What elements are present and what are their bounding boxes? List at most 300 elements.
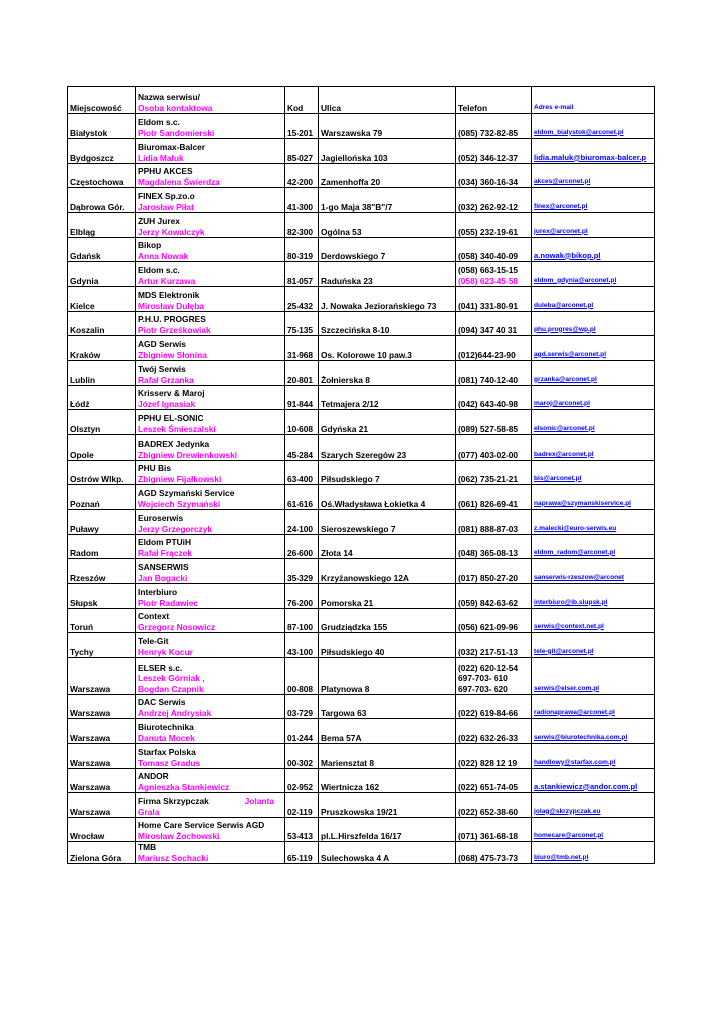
phone-cell bbox=[456, 435, 532, 461]
table-row bbox=[68, 818, 655, 842]
phone-cell bbox=[456, 238, 532, 262]
street-cell: Oś.Władysława Łokietka 4 bbox=[319, 485, 456, 510]
phone-number: (068) 475-73-73 bbox=[458, 852, 519, 863]
email-link[interactable]: a.nowak@bikop.pl bbox=[532, 238, 655, 262]
phone-number: (032) 217-51-13 bbox=[458, 646, 519, 657]
phone-cell bbox=[456, 164, 532, 188]
phone-cell bbox=[456, 262, 532, 287]
table-row bbox=[68, 633, 655, 658]
header-street: Ulica bbox=[319, 87, 456, 114]
contact-person: Mirosław Dulęba bbox=[138, 300, 205, 311]
table-row bbox=[68, 510, 655, 535]
phone-number: (058) 663-15-15 bbox=[458, 265, 519, 276]
street-cell: Pomorska 21 bbox=[319, 584, 456, 609]
postal-code-cell: 85-027 bbox=[285, 139, 319, 164]
street-cell: Bema 57A bbox=[319, 719, 456, 744]
company-name: AGD Serwis bbox=[138, 339, 186, 350]
table-row bbox=[68, 658, 655, 695]
street-cell: Sulechowska 4 A bbox=[319, 842, 456, 864]
phone-number: (022) 632-26-33 bbox=[458, 732, 519, 743]
postal-code-cell: 63-400 bbox=[285, 461, 319, 485]
phone-number: (058) 340-40-09 bbox=[458, 250, 519, 261]
street-cell: Ogólna 53 bbox=[319, 213, 456, 238]
city-cell: Białystok bbox=[68, 114, 136, 139]
company-name: Starfax Polska bbox=[138, 747, 196, 758]
service-name-cell bbox=[136, 695, 285, 719]
street-cell: Os. Kolorowe 10 paw.3 bbox=[319, 336, 456, 361]
contact-person: Danuta Mocek bbox=[138, 732, 195, 743]
postal-code-cell: 00-808 bbox=[285, 658, 319, 695]
city-cell: Olsztyn bbox=[68, 410, 136, 435]
table-row bbox=[68, 336, 655, 361]
city-cell: Gdańsk bbox=[68, 238, 136, 262]
city-cell: Ostrów Wlkp. bbox=[68, 461, 136, 485]
table-row bbox=[68, 164, 655, 188]
phone-cell bbox=[456, 609, 532, 633]
phone-number: (022) 651-74-05 bbox=[458, 781, 519, 792]
service-name-cell bbox=[136, 410, 285, 435]
table-row bbox=[68, 461, 655, 485]
service-name-cell bbox=[136, 510, 285, 535]
postal-code-cell: 87-100 bbox=[285, 609, 319, 633]
contact-person: Zbigniew Drewienkowski bbox=[138, 449, 238, 460]
postal-code-cell: 10-608 bbox=[285, 410, 319, 435]
city-cell: Toruń bbox=[68, 609, 136, 633]
contact-person: Rafał Frączek bbox=[138, 547, 192, 558]
postal-code-cell: 02-119 bbox=[285, 793, 319, 818]
contact-person: Henryk Kocur bbox=[138, 646, 193, 657]
email-link[interactable]: agd.serwis@arconet.pl bbox=[532, 336, 655, 361]
email-link[interactable]: eldom_radom@arconet.pl bbox=[532, 535, 655, 559]
header-code: Kod bbox=[285, 87, 319, 114]
table-row bbox=[68, 188, 655, 213]
street-cell: Zamenhoffa 20 bbox=[319, 164, 456, 188]
table-row bbox=[68, 485, 655, 510]
postal-code-cell: 35-329 bbox=[285, 559, 319, 584]
postal-code-cell: 24-100 bbox=[285, 510, 319, 535]
phone-cell bbox=[456, 361, 532, 386]
city-cell: Poznań bbox=[68, 485, 136, 510]
phone-number: (041) 331-80-91 bbox=[458, 300, 519, 311]
phone-number: (017) 850-27-20 bbox=[458, 572, 519, 583]
header-city: Miejscowość bbox=[68, 87, 136, 114]
table-row bbox=[68, 435, 655, 461]
table-row bbox=[68, 769, 655, 793]
street-cell: Wiertnicza 162 bbox=[319, 769, 456, 793]
email-link[interactable]: finex@arconet.pl bbox=[532, 188, 655, 213]
header-phone: Telefon bbox=[456, 87, 532, 114]
company-name: Eldom PTUiH bbox=[138, 537, 192, 548]
phone-cell bbox=[456, 769, 532, 793]
street-cell: J. Nowaka Jeziorańskiego 73 bbox=[319, 287, 456, 312]
table-row bbox=[68, 535, 655, 559]
phone-number: (022) 620-12-54 bbox=[458, 662, 519, 673]
service-name-cell bbox=[136, 633, 285, 658]
header-name bbox=[136, 87, 285, 114]
service-name-cell bbox=[136, 559, 285, 584]
contact-person: Piotr Radawiec bbox=[138, 597, 199, 608]
company-name: FINEX Sp.zo.o bbox=[138, 191, 195, 202]
postal-code-cell: 31-968 bbox=[285, 336, 319, 361]
phone-number: (012)644-23-90 bbox=[458, 349, 516, 360]
postal-code-cell: 26-600 bbox=[285, 535, 319, 559]
service-name-cell bbox=[136, 188, 285, 213]
phone-number: (034) 360-16-34 bbox=[458, 176, 519, 187]
contact-person: Agnieszka Stankiewicz bbox=[138, 781, 230, 792]
email-link[interactable]: a.stankiewicz@andor.com.pl bbox=[532, 769, 655, 793]
contact-person: Mirosław Żochowski bbox=[138, 830, 220, 841]
service-name-cell bbox=[136, 114, 285, 139]
street-cell: Targowa 63 bbox=[319, 695, 456, 719]
header-email: Adres e-mail bbox=[532, 87, 655, 114]
postal-code-cell: 76-200 bbox=[285, 584, 319, 609]
phone-number: (089) 527-58-85 bbox=[458, 423, 519, 434]
phone-cell bbox=[456, 719, 532, 744]
postal-code-cell: 41-300 bbox=[285, 188, 319, 213]
city-cell: Warszawa bbox=[68, 719, 136, 744]
contact-person: Zbigniew Fijałkowski bbox=[138, 473, 222, 484]
service-name-cell bbox=[136, 312, 285, 336]
street-cell: Derdowskiego 7 bbox=[319, 238, 456, 262]
street-cell: Pruszkowska 19/21 bbox=[319, 793, 456, 818]
table-row bbox=[68, 386, 655, 410]
service-name-cell bbox=[136, 584, 285, 609]
city-cell: Częstochowa bbox=[68, 164, 136, 188]
city-cell: Łódź bbox=[68, 386, 136, 410]
company-name: Tele-Git bbox=[138, 636, 169, 647]
phone-cell bbox=[456, 633, 532, 658]
email-link[interactable]: serwis@biurotechnika.com.pl bbox=[532, 719, 655, 744]
street-cell: Grudziądzka 155 bbox=[319, 609, 456, 633]
phone-number: (055) 232-19-61 bbox=[458, 226, 519, 237]
service-table bbox=[67, 86, 655, 864]
contact-person: Jerzy Grzegorczyk bbox=[138, 523, 213, 534]
email-link[interactable]: jurex@arconet.pl bbox=[532, 213, 655, 238]
phone-cell bbox=[456, 287, 532, 312]
city-cell: Lublin bbox=[68, 361, 136, 386]
phone-number: (059) 842-63-62 bbox=[458, 597, 519, 608]
contact-person: Grala bbox=[138, 806, 160, 817]
contact-person: Andrzej Andrysiak bbox=[138, 707, 212, 718]
city-cell: Opole bbox=[68, 435, 136, 461]
phone-number: (081) 888-87-03 bbox=[458, 523, 519, 534]
phone-number: (081) 740-12-40 bbox=[458, 374, 519, 385]
email-link[interactable]: radionaprawa@arconet.pl bbox=[532, 695, 655, 719]
contact-person: Wojciech Szymański bbox=[138, 498, 221, 509]
postal-code-cell: 82-300 bbox=[285, 213, 319, 238]
phone-cell bbox=[456, 386, 532, 410]
city-cell: Słupsk bbox=[68, 584, 136, 609]
contact-person: Lidia Maluk bbox=[138, 152, 184, 163]
postal-code-cell: 80-319 bbox=[285, 238, 319, 262]
company-name: Krisserv & Maroj bbox=[138, 388, 205, 399]
email-link[interactable]: handlowy@starfax.com.pl bbox=[532, 744, 655, 769]
phone-cell bbox=[456, 213, 532, 238]
table-row bbox=[68, 213, 655, 238]
contact-person: Rafał Grzanka bbox=[138, 374, 194, 385]
table-row bbox=[68, 287, 655, 312]
company-name: BADREX Jedynka bbox=[138, 439, 210, 450]
city-cell: Warszawa bbox=[68, 744, 136, 769]
email-link[interactable]: sanserwis-rzeszow@arconet bbox=[532, 559, 655, 584]
service-name-cell bbox=[136, 769, 285, 793]
header-name-line2: Osoba kontaktowa bbox=[138, 102, 213, 113]
company-name: Interbiuro bbox=[138, 587, 178, 598]
contact-person: Józef Ignasiak bbox=[138, 398, 196, 409]
service-name-cell bbox=[136, 658, 285, 695]
company-name: ELSER s.c. bbox=[138, 662, 183, 673]
email-link[interactable]: phu.progres@wp.pl bbox=[532, 312, 655, 336]
company-name-text: Firma Skrzypczak bbox=[138, 796, 209, 807]
phone-cell bbox=[456, 336, 532, 361]
street-cell: Krzyżanowskiego 12A bbox=[319, 559, 456, 584]
postal-code-cell: 03-729 bbox=[285, 695, 319, 719]
contact-person: Zbigniew Słonina bbox=[138, 349, 207, 360]
street-cell: Szarych Szeregów 23 bbox=[319, 435, 456, 461]
email-link[interactable]: tele-git@arconet.pl bbox=[532, 633, 655, 658]
phone-cell bbox=[456, 139, 532, 164]
city-cell: Koszalin bbox=[68, 312, 136, 336]
service-name-cell bbox=[136, 213, 285, 238]
street-cell: Piłsudskiego 7 bbox=[319, 461, 456, 485]
table-row bbox=[68, 139, 655, 164]
postal-code-cell: 43-100 bbox=[285, 633, 319, 658]
table-row bbox=[68, 114, 655, 139]
service-name-cell bbox=[136, 262, 285, 287]
city-cell: Bydgoszcz bbox=[68, 139, 136, 164]
email-link[interactable]: naprawa@szymanskiservice.pl bbox=[532, 485, 655, 510]
postal-code-cell: 25-432 bbox=[285, 287, 319, 312]
table-row bbox=[68, 361, 655, 386]
company-name: Eldom s.c. bbox=[138, 265, 180, 276]
street-cell: Złota 14 bbox=[319, 535, 456, 559]
company-name: Bikop bbox=[138, 240, 162, 251]
contact-person: Magdalena Świerdza bbox=[138, 176, 220, 187]
postal-code-cell: 61-616 bbox=[285, 485, 319, 510]
city-cell: Dąbrowa Gór. bbox=[68, 188, 136, 213]
city-cell: Warszawa bbox=[68, 695, 136, 719]
city-cell: Radom bbox=[68, 535, 136, 559]
postal-code-cell: 75-135 bbox=[285, 312, 319, 336]
city-cell: Warszawa bbox=[68, 769, 136, 793]
phone-cell bbox=[456, 535, 532, 559]
table-row bbox=[68, 793, 655, 818]
service-name-cell bbox=[136, 719, 285, 744]
service-name-cell bbox=[136, 793, 285, 818]
email-link[interactable]: serwis@elser.com.pl bbox=[532, 658, 655, 695]
city-cell: Kraków bbox=[68, 336, 136, 361]
contact-person: Piotr Grześkowiak bbox=[138, 324, 211, 335]
city-cell: Zielona Góra bbox=[68, 842, 136, 864]
company-name: AGD Szymański Service bbox=[138, 488, 235, 499]
company-name: MDS Elektronik bbox=[138, 290, 200, 301]
phone-number: (071) 361-68-18 bbox=[458, 830, 519, 841]
postal-code-cell: 00-302 bbox=[285, 744, 319, 769]
postal-code-cell: 81-057 bbox=[285, 262, 319, 287]
email-link[interactable]: elsonic@arconet.pl bbox=[532, 410, 655, 435]
phone-number: (058) 623-45-58 bbox=[458, 275, 519, 286]
contact-person: Artur Kurzawa bbox=[138, 275, 196, 286]
table-row bbox=[68, 842, 655, 864]
city-cell: Kielce bbox=[68, 287, 136, 312]
service-name-cell bbox=[136, 238, 285, 262]
city-cell: Puławy bbox=[68, 510, 136, 535]
table-row bbox=[68, 262, 655, 287]
company-name: SANSERWIS bbox=[138, 562, 189, 573]
service-name-cell bbox=[136, 535, 285, 559]
email-link[interactable]: maroj@arconet.pl bbox=[532, 386, 655, 410]
contact-person: Anna Nowak bbox=[138, 250, 189, 261]
phone-number: (022) 619-84-66 bbox=[458, 707, 519, 718]
table-row bbox=[68, 312, 655, 336]
company-name: PHU Bis bbox=[138, 463, 172, 474]
company-name: Context bbox=[138, 611, 170, 622]
contact-person: Mariusz Sochacki bbox=[138, 852, 209, 863]
contact-person: Grzegorz Nosowicz bbox=[138, 621, 216, 632]
phone-number: (048) 365-08-13 bbox=[458, 547, 519, 558]
phone-number: (062) 735-21-21 bbox=[458, 473, 519, 484]
table-row bbox=[68, 559, 655, 584]
company-name: Eldom s.c. bbox=[138, 117, 180, 128]
street-cell: Jagiellońska 103 bbox=[319, 139, 456, 164]
header-name-line1: Nazwa serwisu/ bbox=[138, 92, 200, 103]
service-name-cell bbox=[136, 435, 285, 461]
phone-cell bbox=[456, 312, 532, 336]
street-cell: 1-go Maja 38"B"/7 bbox=[319, 188, 456, 213]
service-name-cell bbox=[136, 139, 285, 164]
street-cell: Piłsudskiego 40 bbox=[319, 633, 456, 658]
email-link[interactable]: eldom_gdynia@arconet.pl bbox=[532, 262, 655, 287]
phone-cell bbox=[456, 461, 532, 485]
email-link[interactable]: serwis@context.net.pl bbox=[532, 609, 655, 633]
phone-number: (042) 643-40-98 bbox=[458, 398, 519, 409]
table-row bbox=[68, 410, 655, 435]
table-row bbox=[68, 744, 655, 769]
postal-code-cell: 65-119 bbox=[285, 842, 319, 864]
email-link[interactable]: biuro@tmb.net.pl bbox=[532, 842, 655, 864]
email-link[interactable]: eldom_bialystok@arconet.pl bbox=[532, 114, 655, 139]
phone-cell bbox=[456, 410, 532, 435]
street-cell: pl.L.Hirszfelda 16/17 bbox=[319, 818, 456, 842]
service-name-cell bbox=[136, 744, 285, 769]
contact-person: Jan Bogacki bbox=[138, 572, 188, 583]
contact-person: Leszek Górniak , bbox=[138, 673, 205, 684]
service-name-cell bbox=[136, 287, 285, 312]
phone-cell bbox=[456, 818, 532, 842]
postal-code-cell: 02-952 bbox=[285, 769, 319, 793]
contact-person: Bogdan Czapnik bbox=[138, 683, 204, 694]
phone-number: (052) 346-12-37 bbox=[458, 152, 519, 163]
service-name-cell bbox=[136, 842, 285, 864]
table-row bbox=[68, 238, 655, 262]
city-cell: Tychy bbox=[68, 633, 136, 658]
phone-number: (022) 652-38-60 bbox=[458, 806, 519, 817]
email-link[interactable]: interbiuro@ib.slupsk.pl bbox=[532, 584, 655, 609]
phone-cell bbox=[456, 114, 532, 139]
street-cell: Warszawska 79 bbox=[319, 114, 456, 139]
service-name-cell bbox=[136, 361, 285, 386]
company-name: PPHU AKCES bbox=[138, 166, 193, 177]
contact-person: Jarosław Piłat bbox=[138, 201, 194, 212]
company-name: DAC Serwis bbox=[138, 697, 186, 708]
postal-code-cell: 91-844 bbox=[285, 386, 319, 410]
city-cell: Gdynia bbox=[68, 262, 136, 287]
city-cell: Wrocław bbox=[68, 818, 136, 842]
phone-cell bbox=[456, 485, 532, 510]
service-name-cell bbox=[136, 485, 285, 510]
company-name: ZUH Jurex bbox=[138, 216, 180, 227]
company-name: Biuromax-Balcer bbox=[138, 142, 206, 153]
street-cell: Gdyńska 21 bbox=[319, 410, 456, 435]
company-name: ANDOR bbox=[138, 771, 169, 782]
phone-cell bbox=[456, 695, 532, 719]
service-name-cell bbox=[136, 164, 285, 188]
city-cell: Warszawa bbox=[68, 793, 136, 818]
service-name-cell bbox=[136, 461, 285, 485]
email-link[interactable]: badrex@arconet.pl bbox=[532, 435, 655, 461]
postal-code-cell: 01-244 bbox=[285, 719, 319, 744]
email-link[interactable]: jolag@skrzypczak.eu bbox=[532, 793, 655, 818]
table-body bbox=[68, 114, 655, 864]
contact-person: Piotr Sandomierski bbox=[138, 127, 215, 138]
street-cell: Żołnierska 8 bbox=[319, 361, 456, 386]
street-cell: Mariensztat 8 bbox=[319, 744, 456, 769]
service-name-cell bbox=[136, 609, 285, 633]
service-name-cell bbox=[136, 336, 285, 361]
company-name bbox=[138, 796, 282, 806]
company-name: Twój Serwis bbox=[138, 364, 186, 375]
email-link[interactable]: duleba@arconet.pl bbox=[532, 287, 655, 312]
table-row bbox=[68, 584, 655, 609]
phone-cell bbox=[456, 793, 532, 818]
email-link[interactable]: homecare@arconet.pl bbox=[532, 818, 655, 842]
street-cell: Platynowa 8 bbox=[319, 658, 456, 695]
table-row bbox=[68, 695, 655, 719]
phone-cell bbox=[456, 744, 532, 769]
company-name: Euroserwis bbox=[138, 513, 184, 524]
table-row bbox=[68, 609, 655, 633]
contact-person: Leszek Śmieszalski bbox=[138, 423, 216, 434]
email-link[interactable]: lidia.maluk@biuromax-balcer.p bbox=[532, 139, 655, 164]
company-name: PPHU EL-SONIC bbox=[138, 413, 204, 424]
postal-code-cell: 20-801 bbox=[285, 361, 319, 386]
phone-cell bbox=[456, 842, 532, 864]
phone-cell bbox=[456, 510, 532, 535]
company-name: TMB bbox=[138, 842, 157, 853]
table-row bbox=[68, 719, 655, 744]
company-name: Home Care Service Serwis AGD bbox=[138, 820, 265, 831]
email-link[interactable]: akces@arconet.pl bbox=[532, 164, 655, 188]
email-link[interactable]: z.malecki@euro-serwis.eu bbox=[532, 510, 655, 535]
street-cell: Tetmajera 2/12 bbox=[319, 386, 456, 410]
company-name: P.H.U. PROGRES bbox=[138, 314, 206, 325]
city-cell: Warszawa bbox=[68, 658, 136, 695]
contact-person: Jerzy Kowalczyk bbox=[138, 226, 205, 237]
phone-number: (061) 826-69-41 bbox=[458, 498, 519, 509]
phone-number: (085) 732-82-85 bbox=[458, 127, 519, 138]
postal-code-cell: 45-284 bbox=[285, 435, 319, 461]
email-link[interactable]: bis@arconet.pl bbox=[532, 461, 655, 485]
phone-cell bbox=[456, 658, 532, 695]
phone-cell bbox=[456, 584, 532, 609]
phone-number: (056) 621-09-96 bbox=[458, 621, 519, 632]
phone-number: 697-703- 620 bbox=[458, 683, 508, 694]
email-link[interactable]: grzanka@arconet.pl bbox=[532, 361, 655, 386]
postal-code-cell: 53-413 bbox=[285, 818, 319, 842]
postal-code-cell: 15-201 bbox=[285, 114, 319, 139]
service-name-cell bbox=[136, 818, 285, 842]
street-cell: Sieroszewskiego 7 bbox=[319, 510, 456, 535]
